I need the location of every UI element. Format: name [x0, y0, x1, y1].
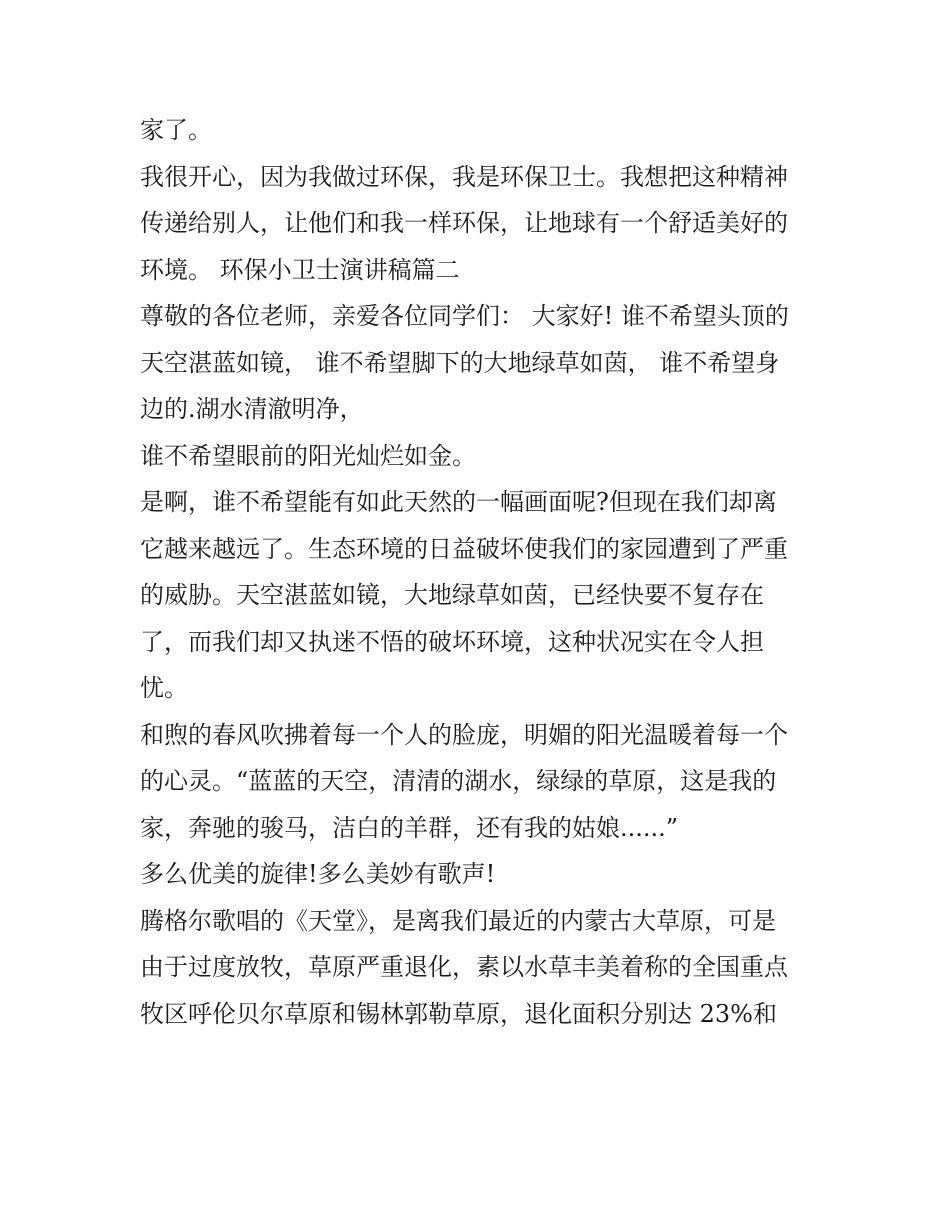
text-line: 牧区呼伦贝尔草原和锡林郭勒草原，退化面积分别达 23%和: [140, 999, 777, 1028]
text-line: 天空湛蓝如镜， 谁不希望脚下的大地绿草如茵， 谁不希望身: [140, 348, 780, 377]
text-line: 它越来越远了。生态环境的日益破坏使我们的家园遭到了严重: [140, 534, 788, 563]
text-line: 是啊，谁不希望能有如此天然的一幅画面呢?但现在我们却离: [140, 488, 777, 516]
text-line: 腾格尔歌唱的《天堂》，是离我们最近的内蒙古大草原，可是: [140, 906, 776, 935]
text-line: 多么优美的旋律!多么美妙有歌声!: [140, 860, 496, 888]
text-line: 忧。: [140, 674, 188, 702]
text-line: 家，奔驰的骏马，洁白的羊群，还有我的姑娘......”: [140, 813, 679, 842]
text-line: 了，而我们却又执迷不悟的破坏环境，这种状况实在令人担: [140, 627, 764, 656]
text-line: 和煦的春风吹拂着每一个人的脸庞，明媚的阳光温暖着每一个: [140, 720, 788, 749]
text-line: 传递给别人，让他们和我一样环保，让地球有一个舒适美好的: [140, 209, 788, 237]
text-line: 谁不希望眼前的阳光灿烂如金。: [140, 441, 476, 470]
body-text: [140, 107, 820, 1037]
text-line: 我很开心，因为我做过环保，我是环保卫士。我想把这种精神: [140, 162, 788, 191]
text-line: 的威胁。天空湛蓝如镜，大地绿草如茵，已经快要不复存在: [140, 581, 764, 609]
text-line: 家了。: [140, 116, 212, 144]
text-line: 环境。 环保小卫士演讲稿篇二: [140, 255, 460, 284]
text-line: 由于过度放牧，草原严重退化，素以水草丰美着称的全国重点: [140, 953, 788, 981]
text-line: 的心灵。“蓝蓝的天空，清清的湖水，绿绿的草原，这是我的: [140, 767, 777, 795]
text-line: 尊敬的各位老师，亲爱各位同学们： 大家好! 谁不希望头顶的: [140, 302, 789, 330]
text-line: 边的.湖水清澈明净，: [140, 395, 364, 423]
